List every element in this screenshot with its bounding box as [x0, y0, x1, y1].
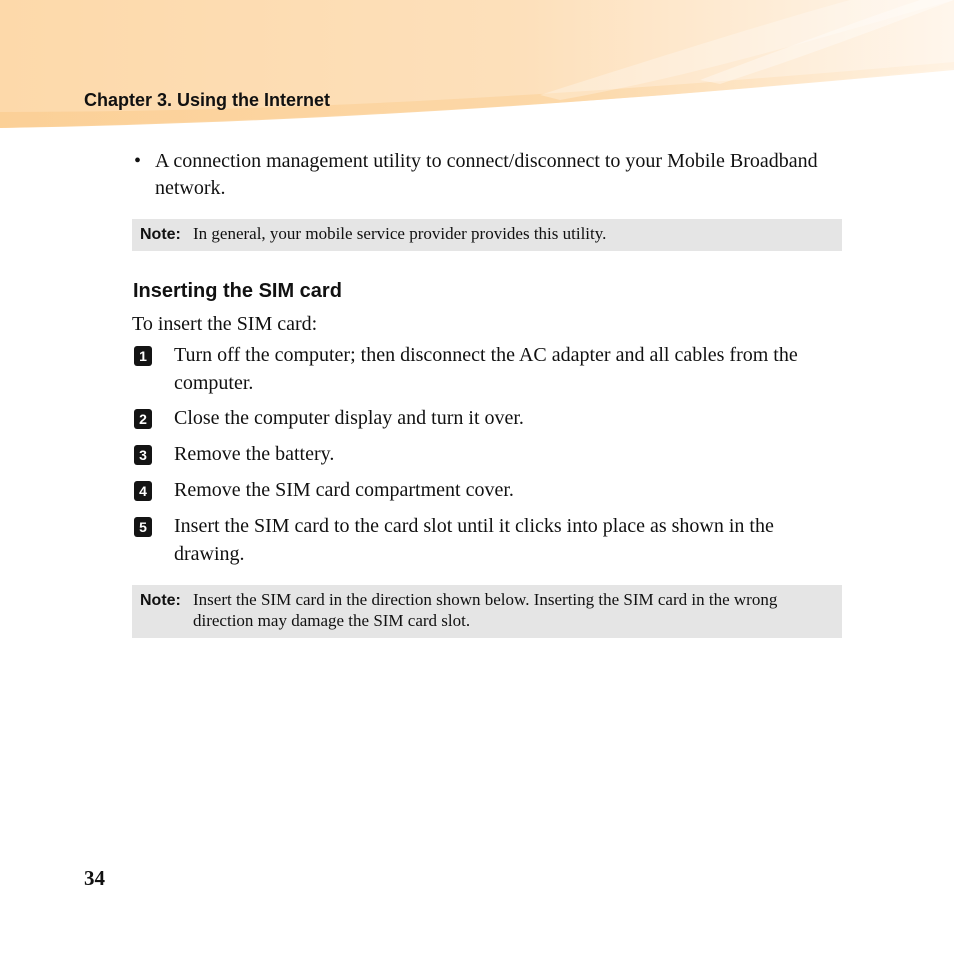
- step-text: Insert the SIM card to the card slot until it clicks into place as shown in the drawing.: [174, 515, 774, 565]
- step-text: Remove the battery.: [174, 443, 335, 465]
- step-item-3: [134, 440, 844, 468]
- note-box: [132, 585, 842, 638]
- step-number-marker: 1: [134, 346, 152, 366]
- step-number-marker: 4: [134, 481, 152, 501]
- note-text: In general, your mobile service provider provides this utility.: [193, 224, 607, 243]
- step-text: Remove the SIM card compartment cover.: [174, 479, 514, 501]
- step-text: Turn off the computer; then disconnect the AC adapter and all cables from the computer.: [174, 344, 798, 394]
- step-text: Close the computer display and turn it over.: [174, 407, 524, 429]
- list-item: [134, 148, 854, 202]
- step-item-4: [134, 476, 844, 504]
- page-number: 34: [84, 866, 105, 890]
- step-item-1: [134, 341, 844, 397]
- bullet-text: A connection management utility to connect/disconnect to your Mobile Broadband network.: [155, 150, 818, 199]
- step-item-2: [134, 404, 844, 432]
- bullet-symbol: •: [134, 150, 142, 172]
- chapter-title: Chapter 3. Using the Internet: [84, 90, 331, 110]
- section-intro: To insert the SIM card:: [132, 313, 318, 335]
- note-text: Insert the SIM card in the direction shown below. Inserting the SIM card in the wrong direction may damage the SIM card slot.: [193, 590, 778, 630]
- note-box: [132, 219, 842, 251]
- step-item-5: [134, 512, 844, 568]
- step-number-marker: 3: [134, 445, 152, 465]
- step-number-marker: 5: [134, 517, 152, 537]
- section-heading: Inserting the SIM card: [133, 280, 342, 302]
- step-number-marker: 2: [134, 409, 152, 429]
- note-label: Note:: [140, 226, 181, 243]
- note-label: Note:: [140, 592, 181, 609]
